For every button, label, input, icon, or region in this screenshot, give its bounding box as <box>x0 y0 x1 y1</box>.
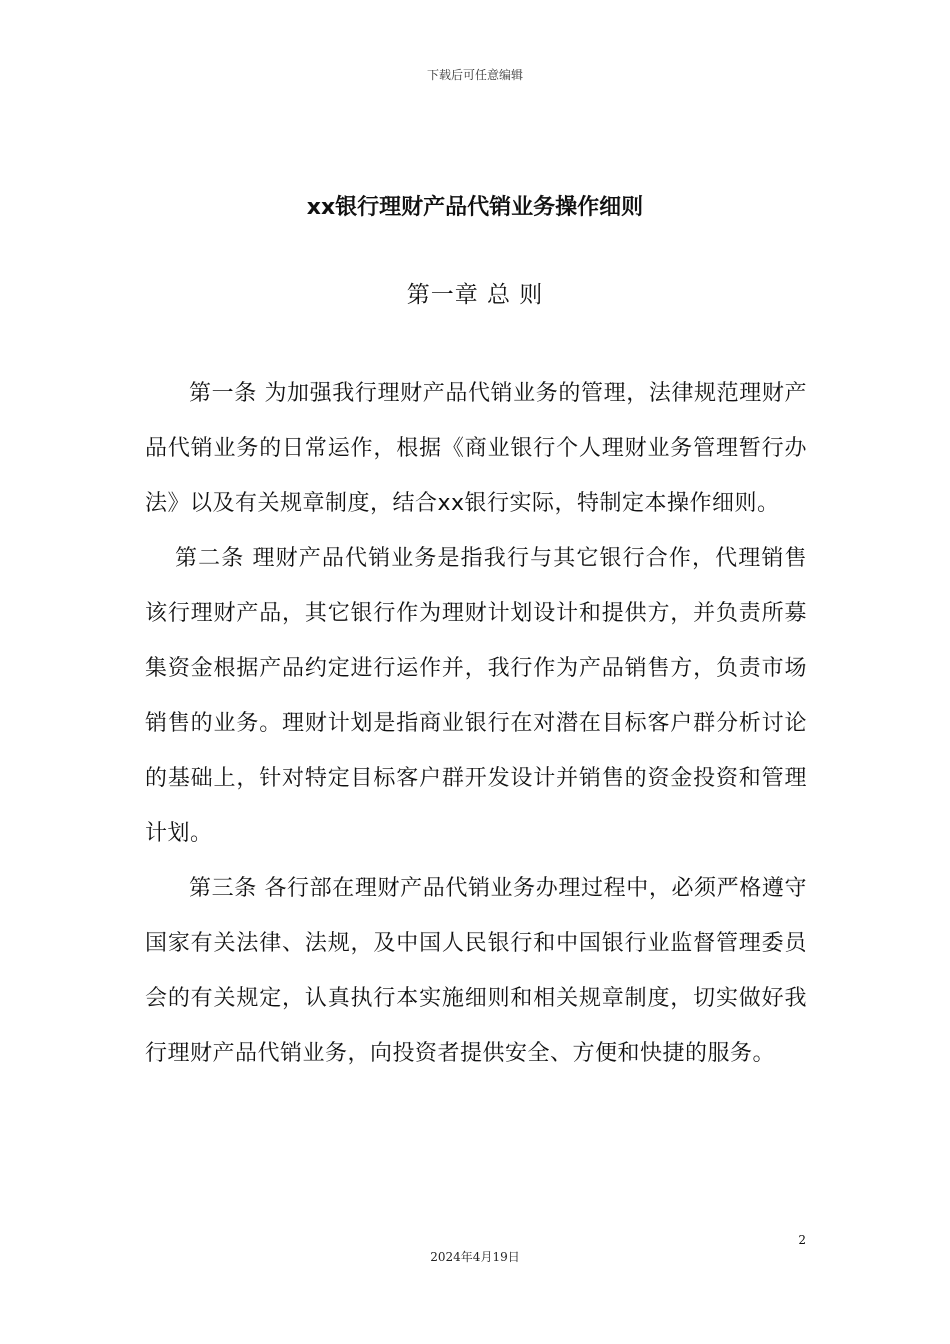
page-number: 2 <box>798 1233 806 1247</box>
article-2-paragraph: 第二条 理财产品代销业务是指我行与其它银行合作，代理销售该行理财产品，其它银行作为理财计划设计和提供方，并负责所募集资金根据产品约定进行运作并，我行作为产品销售方，负责市场销售的业务。理财计划是指商业银行在对潜在目标客户群分析讨论的基础上，针对特定目标客户群开发设计并销售的资金投资和管理计划。 <box>145 546 807 846</box>
chapter-heading: 第一章 总 则 <box>406 282 544 308</box>
footer-date: 2024年4月19日 <box>430 1250 520 1264</box>
header-note: 下载后可任意编辑 <box>426 68 523 82</box>
article-1-paragraph: 第一条 为加强我行理财产品代销业务的管理，法律规范理财产品代销业务的日常运作，根据《商业银行个人理财业务管理暂行办法》以及有关规章制度，结合xx银行实际，特制定本操作细则。 <box>145 381 807 516</box>
document-body <box>145 366 807 1081</box>
document-title: xx银行理财产品代销业务操作细则 <box>306 195 644 220</box>
article-3-paragraph: 第三条 各行部在理财产品代销业务办理过程中，必须严格遵守国家有关法律、法规，及中国人民银行和中国银行业监督管理委员会的有关规定，认真执行本实施细则和相关规章制度，切实做好我行理财产品代销业务，向投资者提供安全、方便和快捷的服务。 <box>145 876 807 1066</box>
